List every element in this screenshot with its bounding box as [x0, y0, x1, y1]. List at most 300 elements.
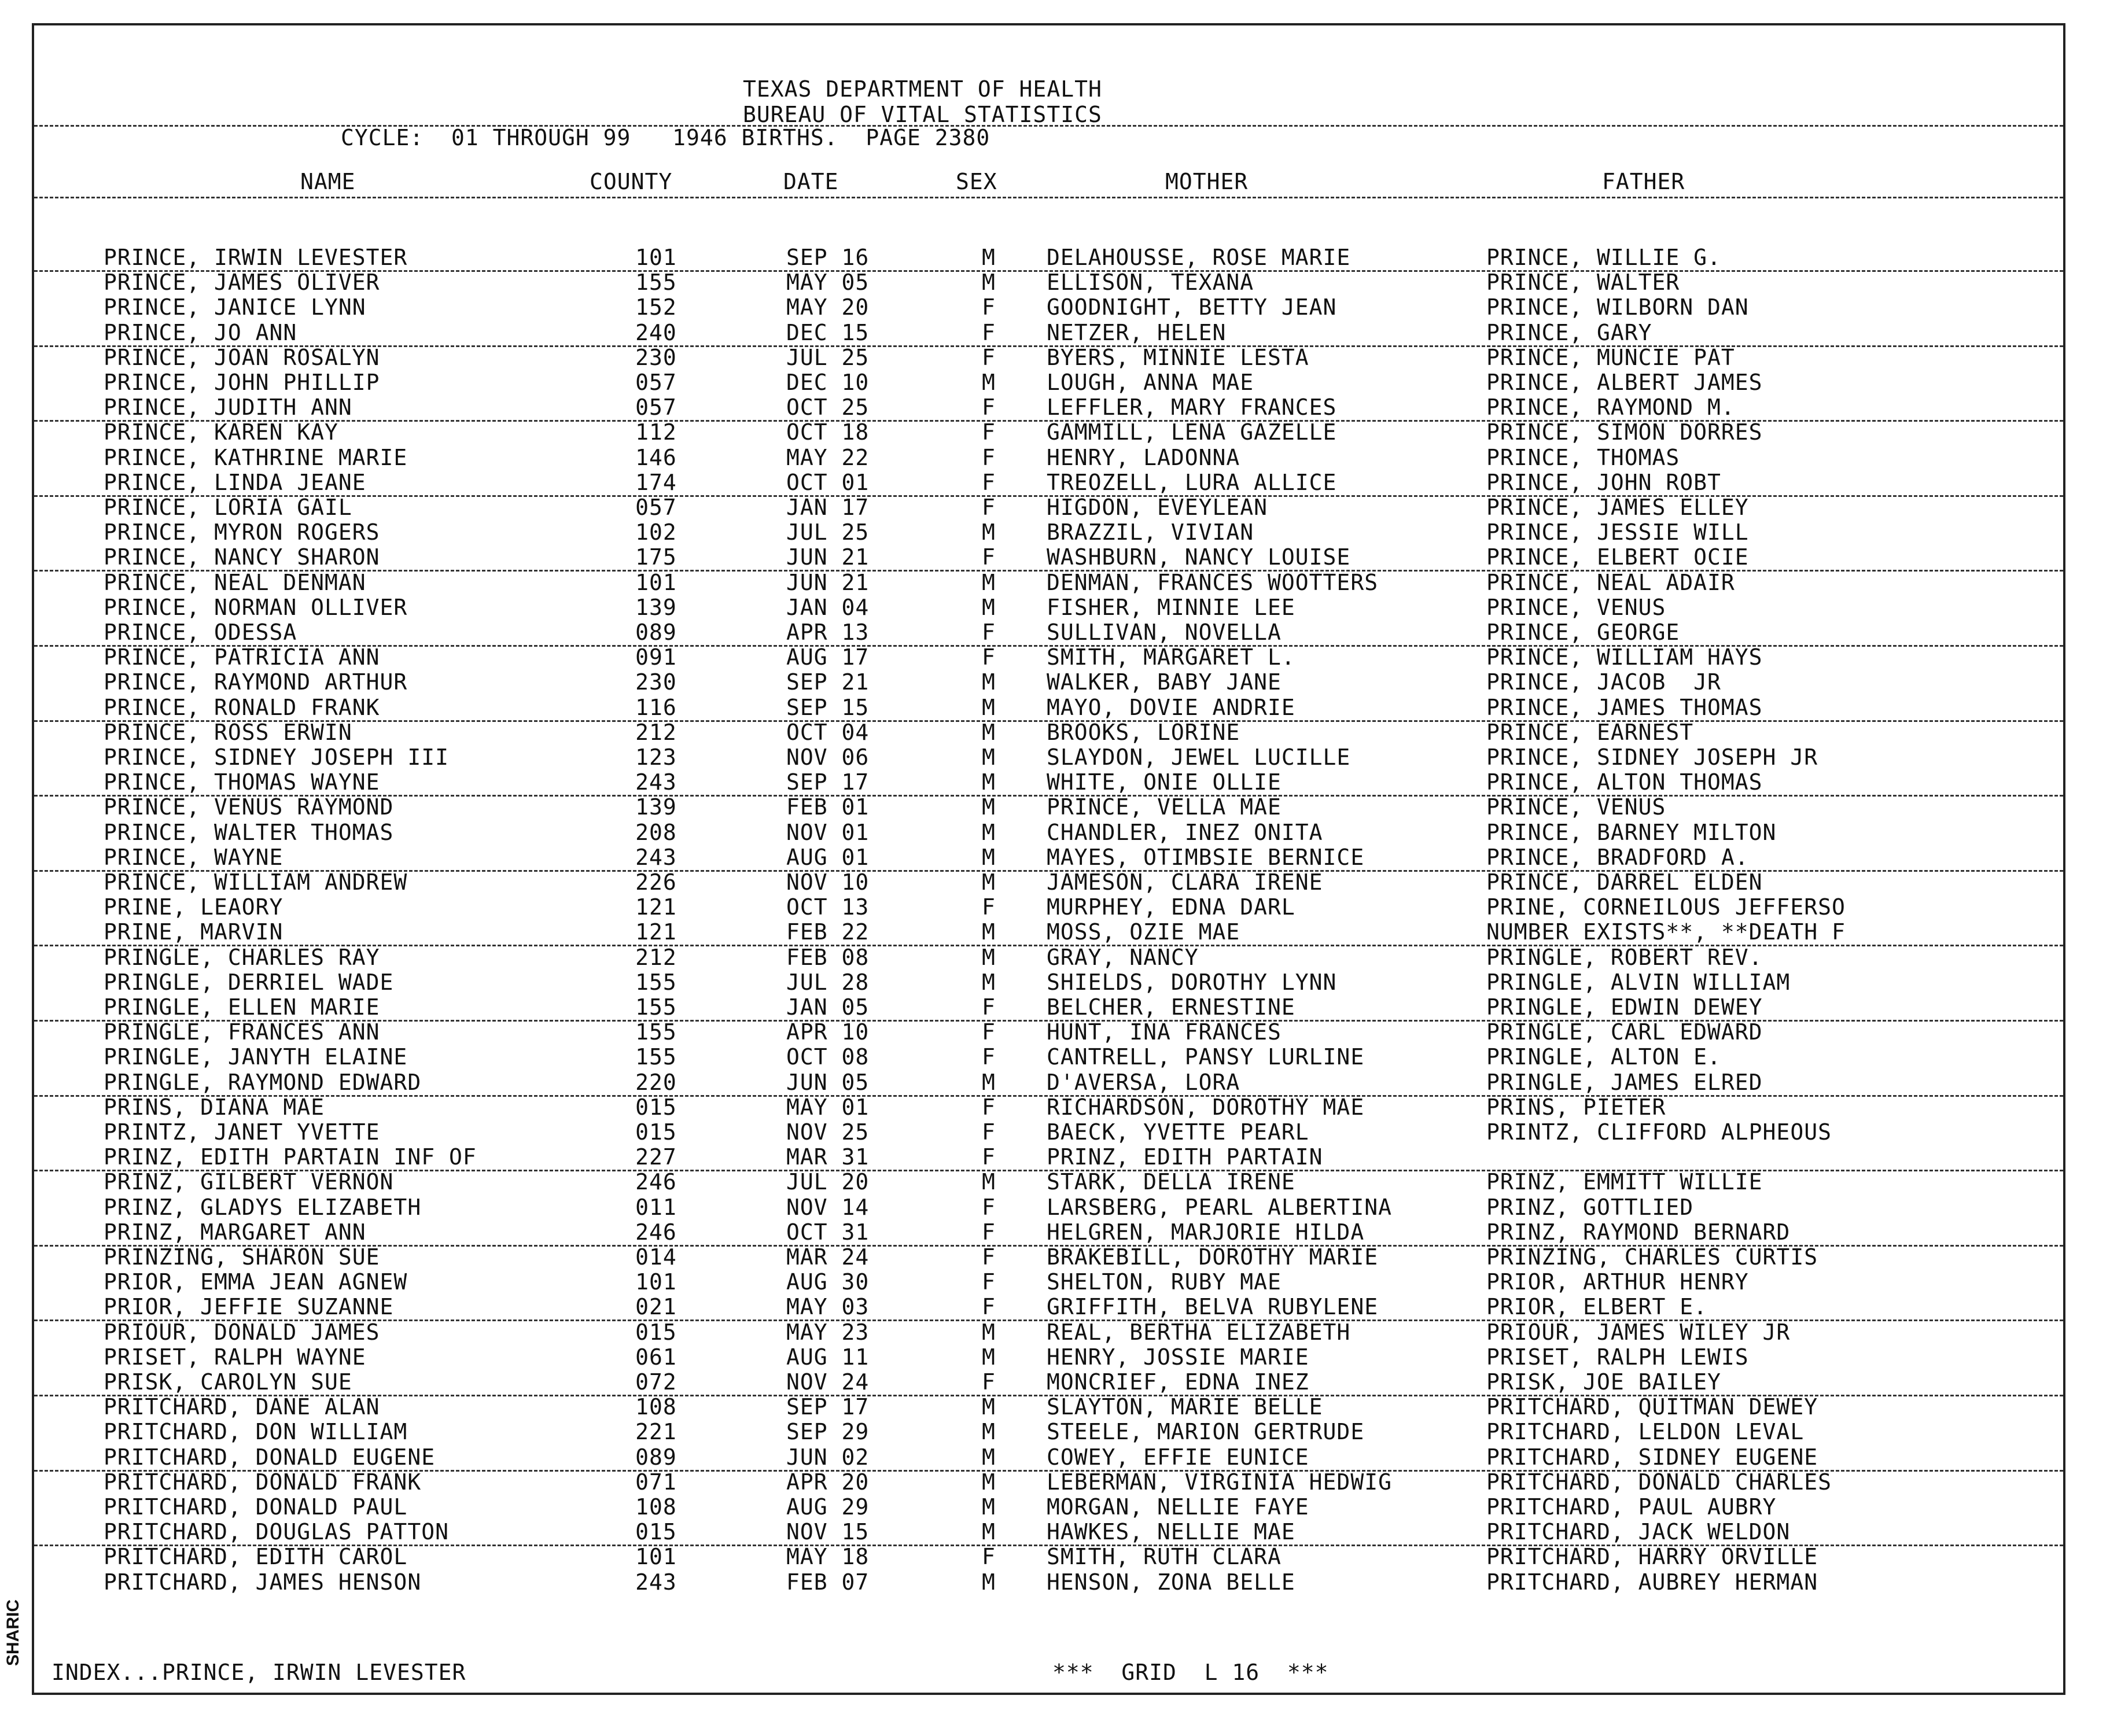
cell-mother: GOODNIGHT, BETTY JEAN: [1047, 294, 1337, 320]
cell-mother: ELLISON, TEXANA: [1047, 270, 1254, 296]
table-row: [34, 1345, 2063, 1370]
table-row: [34, 1020, 2063, 1045]
cell-mother: LARSBERG, PEARL ALBERTINA: [1047, 1194, 1392, 1220]
table-row: [34, 395, 2063, 422]
header-separator: [34, 125, 2063, 127]
table-row: [34, 445, 2063, 470]
table-row: [34, 720, 2063, 745]
cell-date: OCT 25: [786, 395, 870, 421]
cell-father: PRINCE, GARY: [1486, 319, 1652, 345]
cell-mother: CHANDLER, INEZ ONITA: [1047, 819, 1323, 845]
cell-father: PRINCE, BRADFORD A.: [1486, 844, 1749, 870]
table-row: [34, 520, 2063, 545]
cell-county: 212: [635, 944, 677, 970]
cell-father: PRINGLE, ROBERT REV.: [1486, 944, 1763, 970]
cell-father: PRINCE, WALTER: [1486, 270, 1680, 296]
table-row: [34, 295, 2063, 320]
cell-sex: F: [982, 544, 996, 570]
cell-county: 152: [635, 294, 677, 320]
cell-father: PRINCE, THOMAS: [1486, 444, 1680, 470]
cell-father: PRITCHARD, AUBREY HERMAN: [1486, 1569, 1818, 1595]
cell-county: 089: [635, 1444, 677, 1470]
cell-sex: F: [982, 495, 996, 520]
table-row: [34, 1220, 2063, 1247]
table-row: [34, 995, 2063, 1022]
cell-mother: WHITE, ONIE OLLIE: [1047, 769, 1282, 795]
cell-name: PRITCHARD, DOUGLAS PATTON: [104, 1519, 449, 1545]
cell-father: PRITCHARD, HARRY ORVILLE: [1486, 1544, 1818, 1570]
cell-mother: BROOKS, LORINE: [1047, 719, 1240, 745]
cell-name: PRINZ, MARGARET ANN: [104, 1219, 366, 1245]
cell-mother: LEFFLER, MARY FRANCES: [1047, 395, 1337, 421]
cell-date: JUL 25: [786, 519, 870, 546]
cell-sex: M: [982, 1319, 996, 1345]
col-head-sex: SEX: [956, 169, 997, 194]
cell-mother: HENRY, JOSSIE MARIE: [1047, 1344, 1309, 1370]
cell-date: SEP 17: [786, 769, 870, 795]
cell-county: 139: [635, 794, 677, 820]
cell-date: MAY 03: [786, 1294, 870, 1320]
table-row: [34, 1170, 2063, 1195]
cell-mother: BAECK, YVETTE PEARL: [1047, 1119, 1309, 1145]
cell-father: PRINE, CORNEILOUS JEFFERSO: [1486, 894, 1846, 920]
cell-name: PRINZ, GLADYS ELIZABETH: [104, 1194, 422, 1220]
table-row: [34, 1295, 2063, 1321]
cell-sex: F: [982, 1094, 996, 1120]
cell-father: PRINGLE, ALTON E.: [1486, 1044, 1721, 1070]
cell-name: PRINGLE, ELLEN MARIE: [104, 994, 380, 1020]
cell-sex: M: [982, 1394, 996, 1420]
cell-name: PRINZING, SHARON SUE: [104, 1244, 380, 1270]
cell-name: PRINE, MARVIN: [104, 919, 283, 945]
cell-county: 221: [635, 1419, 677, 1445]
table-row: [34, 1470, 2063, 1495]
cell-father: PRINCE, JAMES ELLEY: [1486, 495, 1749, 520]
cell-mother: PRINCE, VELLA MAE: [1047, 794, 1282, 820]
cell-county: 116: [635, 694, 677, 720]
cell-date: AUG 29: [786, 1494, 870, 1520]
table-row: [34, 1570, 2063, 1595]
cell-name: PRINGLE, RAYMOND EDWARD: [104, 1069, 422, 1095]
cell-father: PRINCE, BARNEY MILTON: [1486, 819, 1777, 845]
cell-name: PRINCE, MYRON ROGERS: [104, 519, 380, 546]
cell-father: PRINCE, SIDNEY JOSEPH JR: [1486, 744, 1818, 770]
table-row: [34, 770, 2063, 797]
cell-father: PRINCE, GEORGE: [1486, 620, 1680, 645]
cell-name: PRINCE, RONALD FRANK: [104, 694, 380, 720]
cell-mother: WALKER, BABY JANE: [1047, 669, 1282, 695]
cell-county: 246: [635, 1169, 677, 1195]
cell-name: PRINCE, VENUS RAYMOND: [104, 794, 394, 820]
cell-county: 108: [635, 1494, 677, 1520]
cell-name: PRINCE, JAMES OLIVER: [104, 270, 380, 296]
cell-mother: GAMMILL, LENA GAZELLE: [1047, 419, 1337, 445]
cell-date: AUG 01: [786, 844, 870, 870]
cell-county: 212: [635, 719, 677, 745]
cell-mother: BYERS, MINNIE LESTA: [1047, 344, 1309, 370]
cell-sex: M: [982, 1444, 996, 1470]
cell-county: 014: [635, 1244, 677, 1270]
cell-father: NUMBER EXISTS**, **DEATH F: [1486, 919, 1846, 945]
cell-father: PRINCE, SIMON DORRES: [1486, 419, 1763, 445]
cell-county: 230: [635, 344, 677, 370]
cell-sex: M: [982, 569, 996, 595]
table-row: [34, 1370, 2063, 1396]
cell-mother: PRINZ, EDITH PARTAIN: [1047, 1144, 1323, 1170]
cell-county: 230: [635, 669, 677, 695]
page-frame: [32, 23, 2065, 1695]
cell-date: AUG 11: [786, 1344, 870, 1370]
cell-name: PRINCE, NORMAN OLLIVER: [104, 594, 408, 620]
cell-father: PRITCHARD, DONALD CHARLES: [1486, 1469, 1832, 1495]
cell-county: 101: [635, 245, 677, 270]
table-row: [34, 1320, 2063, 1345]
cell-name: PRINCE, LINDA JEANE: [104, 469, 366, 495]
cell-sex: F: [982, 1019, 996, 1045]
cell-date: OCT 08: [786, 1044, 870, 1070]
cycle-line: CYCLE: 01 THROUGH 99 1946 BIRTHS. PAGE 2380: [341, 125, 990, 150]
cell-mother: BRAKEBILL, DOROTHY MARIE: [1047, 1244, 1379, 1270]
cell-name: PRINGLE, FRANCES ANN: [104, 1019, 380, 1045]
cell-name: PRIOR, JEFFIE SUZANNE: [104, 1294, 394, 1320]
cell-date: APR 10: [786, 1019, 870, 1045]
cell-mother: TREOZELL, LURA ALLICE: [1047, 469, 1337, 495]
cell-date: SEP 17: [786, 1394, 870, 1420]
cell-mother: MURPHEY, EDNA DARL: [1047, 894, 1295, 920]
cell-father: PRINS, PIETER: [1486, 1094, 1666, 1120]
table-row: [34, 1520, 2063, 1546]
cell-date: JUL 20: [786, 1169, 870, 1195]
cell-date: JUN 02: [786, 1444, 870, 1470]
cell-mother: MOSS, OZIE MAE: [1047, 919, 1240, 945]
cell-mother: STARK, DELLA IRENE: [1047, 1169, 1295, 1195]
cell-mother: NETZER, HELEN: [1047, 319, 1227, 345]
cell-date: OCT 01: [786, 469, 870, 495]
cell-date: NOV 10: [786, 869, 870, 895]
cell-county: 057: [635, 395, 677, 421]
cell-county: 227: [635, 1144, 677, 1170]
cell-sex: F: [982, 644, 996, 670]
cell-date: JUN 21: [786, 544, 870, 570]
footer-index: INDEX...PRINCE, IRWIN LEVESTER: [51, 1660, 466, 1685]
table-row: [34, 1420, 2063, 1444]
cell-county: 246: [635, 1219, 677, 1245]
cell-name: PRINCE, KAREN KAY: [104, 419, 338, 445]
cell-father: PRINZ, GOTTLIED: [1486, 1194, 1694, 1220]
cell-name: PRIOUR, DONALD JAMES: [104, 1319, 380, 1345]
cell-father: PRITCHARD, SIDNEY EUGENE: [1486, 1444, 1818, 1470]
cell-sex: F: [982, 1369, 996, 1395]
cell-sex: M: [982, 694, 996, 720]
table-row: [34, 570, 2063, 595]
cell-mother: GRIFFITH, BELVA RUBYLENE: [1047, 1294, 1379, 1320]
cell-sex: M: [982, 794, 996, 820]
cell-county: 108: [635, 1394, 677, 1420]
header-subtitle: BUREAU OF VITAL STATISTICS: [743, 102, 1102, 127]
table-row: [34, 1245, 2063, 1270]
col-head-father: FATHER: [1602, 169, 1685, 194]
cell-sex: F: [982, 1294, 996, 1320]
table-row: [34, 970, 2063, 995]
cell-father: PRINCE, WILLIE G.: [1486, 245, 1721, 270]
cell-mother: SULLIVAN, NOVELLA: [1047, 620, 1282, 645]
cell-name: PRINGLE, JANYTH ELAINE: [104, 1044, 408, 1070]
cell-sex: F: [982, 419, 996, 445]
cell-date: JAN 04: [786, 594, 870, 620]
cell-father: PRINCE, ALBERT JAMES: [1486, 370, 1763, 395]
cell-father: PRINTZ, CLIFFORD ALPHEOUS: [1486, 1119, 1832, 1145]
cell-date: MAR 31: [786, 1144, 870, 1170]
cell-father: PRITCHARD, JACK WELDON: [1486, 1519, 1791, 1545]
cell-sex: M: [982, 969, 996, 995]
table-row: [34, 1095, 2063, 1120]
cell-sex: F: [982, 344, 996, 370]
cell-mother: HENRY, LADONNA: [1047, 444, 1240, 470]
table-row: [34, 620, 2063, 647]
cell-father: PRINCE, JOHN ROBT: [1486, 469, 1721, 495]
cell-date: SEP 16: [786, 245, 870, 270]
cell-name: PRINCE, WILLIAM ANDREW: [104, 869, 408, 895]
cell-date: NOV 24: [786, 1369, 870, 1395]
cell-date: JUN 05: [786, 1069, 870, 1095]
cell-mother: HENSON, ZONA BELLE: [1047, 1569, 1295, 1595]
cell-name: PRINS, DIANA MAE: [104, 1094, 325, 1120]
cell-name: PRINCE, JOHN PHILLIP: [104, 370, 380, 395]
cell-father: PRINCE, MUNCIE PAT: [1486, 344, 1735, 370]
cell-county: 015: [635, 1519, 677, 1545]
cell-father: PRINCE, WILLIAM HAYS: [1486, 644, 1763, 670]
cell-sex: M: [982, 370, 996, 395]
cell-name: PRINCE, NANCY SHARON: [104, 544, 380, 570]
cell-date: OCT 18: [786, 419, 870, 445]
cell-name: PRINCE, JO ANN: [104, 319, 297, 345]
cell-mother: HELGREN, MARJORIE HILDA: [1047, 1219, 1365, 1245]
cell-sex: F: [982, 1544, 996, 1570]
cell-date: FEB 01: [786, 794, 870, 820]
cell-sex: M: [982, 1419, 996, 1445]
cell-father: PRITCHARD, QUITMAN DEWEY: [1486, 1394, 1818, 1420]
cell-father: PRINCE, VENUS: [1486, 594, 1666, 620]
cell-father: PRINCE, ALTON THOMAS: [1486, 769, 1763, 795]
cell-mother: SHELTON, RUBY MAE: [1047, 1269, 1282, 1295]
cell-name: PRITCHARD, DONALD PAUL: [104, 1494, 408, 1520]
cell-sex: F: [982, 294, 996, 320]
cell-mother: HIGDON, EVEYLEAN: [1047, 495, 1268, 520]
cell-mother: LOUGH, ANNA MAE: [1047, 370, 1254, 395]
cell-county: 175: [635, 544, 677, 570]
cell-mother: DELAHOUSSE, ROSE MARIE: [1047, 245, 1351, 270]
cell-county: 071: [635, 1469, 677, 1495]
cell-date: NOV 25: [786, 1119, 870, 1145]
table-row: [34, 895, 2063, 920]
cell-mother: CANTRELL, PANSY LURLINE: [1047, 1044, 1365, 1070]
cell-county: 011: [635, 1194, 677, 1220]
table-row: [34, 1145, 2063, 1171]
cell-name: PRINGLE, DERRIEL WADE: [104, 969, 394, 995]
cell-mother: DENMAN, FRANCES WOOTTERS: [1047, 569, 1379, 595]
cell-date: JUL 25: [786, 344, 870, 370]
cell-county: 057: [635, 495, 677, 520]
table-row: [34, 1445, 2063, 1472]
cell-county: 123: [635, 744, 677, 770]
cell-father: PRINGLE, JAMES ELRED: [1486, 1069, 1763, 1095]
cell-sex: F: [982, 319, 996, 345]
table-row: [34, 820, 2063, 845]
cell-county: 101: [635, 1544, 677, 1570]
cell-name: PRITCHARD, DANE ALAN: [104, 1394, 380, 1420]
cell-sex: M: [982, 944, 996, 970]
cell-mother: SMITH, RUTH CLARA: [1047, 1544, 1282, 1570]
cell-name: PRINCE, SIDNEY JOSEPH III: [104, 744, 449, 770]
table-row: [34, 695, 2063, 722]
cell-name: PRITCHARD, DONALD FRANK: [104, 1469, 422, 1495]
cell-mother: SLAYTON, MARIE BELLE: [1047, 1394, 1323, 1420]
cell-sex: M: [982, 1494, 996, 1520]
cell-date: SEP 15: [786, 694, 870, 720]
cell-county: 101: [635, 569, 677, 595]
cell-county: 155: [635, 1019, 677, 1045]
cell-father: PRISK, JOE BAILEY: [1486, 1369, 1721, 1395]
cell-sex: F: [982, 894, 996, 920]
cell-father: PRITCHARD, LELDON LEVAL: [1486, 1419, 1805, 1445]
cell-name: PRINZ, GILBERT VERNON: [104, 1169, 394, 1195]
cell-father: PRINZ, EMMITT WILLIE: [1486, 1169, 1763, 1195]
cell-mother: MAYES, OTIMBSIE BERNICE: [1047, 844, 1365, 870]
cell-sex: M: [982, 594, 996, 620]
cell-name: PRINGLE, CHARLES RAY: [104, 944, 380, 970]
cell-name: PRINCE, ROSS ERWIN: [104, 719, 352, 745]
cell-date: JAN 17: [786, 495, 870, 520]
cell-sex: F: [982, 1144, 996, 1170]
cell-mother: STEELE, MARION GERTRUDE: [1047, 1419, 1365, 1445]
cell-sex: F: [982, 1269, 996, 1295]
cell-date: OCT 31: [786, 1219, 870, 1245]
cell-name: PRINCE, KATHRINE MARIE: [104, 444, 408, 470]
cell-date: FEB 08: [786, 944, 870, 970]
table-row: [34, 645, 2063, 670]
cell-father: PRISET, RALPH LEWIS: [1486, 1344, 1749, 1370]
cell-date: JAN 05: [786, 994, 870, 1020]
cell-sex: F: [982, 1194, 996, 1220]
cell-county: 061: [635, 1344, 677, 1370]
col-head-date: DATE: [783, 169, 839, 194]
cell-father: PRINCE, EARNEST: [1486, 719, 1694, 745]
cell-sex: M: [982, 919, 996, 945]
cell-date: MAR 24: [786, 1244, 870, 1270]
table-row: [34, 870, 2063, 895]
cell-name: PRISET, RALPH WAYNE: [104, 1344, 366, 1370]
cell-date: DEC 15: [786, 319, 870, 345]
cell-father: PRIOUR, JAMES WILEY JR: [1486, 1319, 1791, 1345]
cell-father: PRINCE, ELBERT OCIE: [1486, 544, 1749, 570]
cell-name: PRITCHARD, EDITH CAROL: [104, 1544, 408, 1570]
table-row: [34, 245, 2063, 272]
cell-name: PRINCE, JANICE LYNN: [104, 294, 366, 320]
cell-name: PRITCHARD, DONALD EUGENE: [104, 1444, 436, 1470]
cell-county: 226: [635, 869, 677, 895]
cell-sex: M: [982, 270, 996, 296]
cell-county: 091: [635, 644, 677, 670]
table-row: [34, 545, 2063, 572]
cell-date: MAY 18: [786, 1544, 870, 1570]
cell-sex: F: [982, 469, 996, 495]
cell-date: APR 20: [786, 1469, 870, 1495]
cell-sex: M: [982, 519, 996, 546]
cell-county: 155: [635, 969, 677, 995]
cell-date: MAY 20: [786, 294, 870, 320]
cell-name: PRINCE, JOAN ROSALYN: [104, 344, 380, 370]
table-row: [34, 945, 2063, 970]
cell-father: PRIOR, ELBERT E.: [1486, 1294, 1708, 1320]
cell-mother: BELCHER, ERNESTINE: [1047, 994, 1295, 1020]
cell-county: 057: [635, 370, 677, 395]
table-row: [34, 420, 2063, 445]
cell-county: 112: [635, 419, 677, 445]
cell-date: NOV 01: [786, 819, 870, 845]
cell-father: PRINCE, VENUS: [1486, 794, 1666, 820]
cell-name: PRINCE, WAYNE: [104, 844, 283, 870]
cell-name: PRITCHARD, JAMES HENSON: [104, 1569, 422, 1595]
cell-mother: WASHBURN, NANCY LOUISE: [1047, 544, 1351, 570]
cell-sex: F: [982, 444, 996, 470]
table-row: [34, 670, 2063, 695]
cell-mother: HAWKES, NELLIE MAE: [1047, 1519, 1295, 1545]
cell-sex: F: [982, 1219, 996, 1245]
cell-county: 015: [635, 1119, 677, 1145]
table-row: [34, 1545, 2063, 1569]
cell-mother: MORGAN, NELLIE FAYE: [1047, 1494, 1309, 1520]
cell-name: PRITCHARD, DON WILLIAM: [104, 1419, 408, 1445]
cell-county: 121: [635, 894, 677, 920]
cell-date: JUL 28: [786, 969, 870, 995]
cell-date: MAY 23: [786, 1319, 870, 1345]
table-row: [34, 1495, 2063, 1520]
cell-mother: REAL, BERTHA ELIZABETH: [1047, 1319, 1351, 1345]
cell-name: PRINCE, NEAL DENMAN: [104, 569, 366, 595]
cell-name: PRINCE, LORIA GAIL: [104, 495, 352, 520]
cell-father: PRINCE, NEAL ADAIR: [1486, 569, 1735, 595]
cell-date: MAY 22: [786, 444, 870, 470]
cell-father: PRINZ, RAYMOND BERNARD: [1486, 1219, 1791, 1245]
table-row: [34, 470, 2063, 497]
cell-sex: F: [982, 1044, 996, 1070]
cell-mother: LEBERMAN, VIRGINIA HEDWIG: [1047, 1469, 1392, 1495]
cell-father: PRINCE, JESSIE WILL: [1486, 519, 1749, 546]
cell-sex: F: [982, 1244, 996, 1270]
cell-sex: M: [982, 844, 996, 870]
cell-date: JUN 21: [786, 569, 870, 595]
cell-mother: D'AVERSA, LORA: [1047, 1069, 1240, 1095]
cell-sex: M: [982, 869, 996, 895]
cell-county: 155: [635, 994, 677, 1020]
cell-mother: SMITH, MARGARET L.: [1047, 644, 1295, 670]
cell-name: PRINCE, RAYMOND ARTHUR: [104, 669, 408, 695]
col-head-name: NAME: [300, 169, 356, 194]
table-row: [34, 795, 2063, 820]
table-row: [34, 1045, 2063, 1070]
cell-county: 101: [635, 1269, 677, 1295]
table-row: [34, 1270, 2063, 1295]
cell-date: DEC 10: [786, 370, 870, 395]
table-row: [34, 1195, 2063, 1220]
cell-county: 139: [635, 594, 677, 620]
cell-name: PRINCE, THOMAS WAYNE: [104, 769, 380, 795]
cell-father: PRITCHARD, PAUL AUBRY: [1486, 1494, 1777, 1520]
cell-sex: M: [982, 1569, 996, 1595]
cell-date: AUG 17: [786, 644, 870, 670]
cell-date: FEB 22: [786, 919, 870, 945]
cell-mother: SHIELDS, DOROTHY LYNN: [1047, 969, 1337, 995]
